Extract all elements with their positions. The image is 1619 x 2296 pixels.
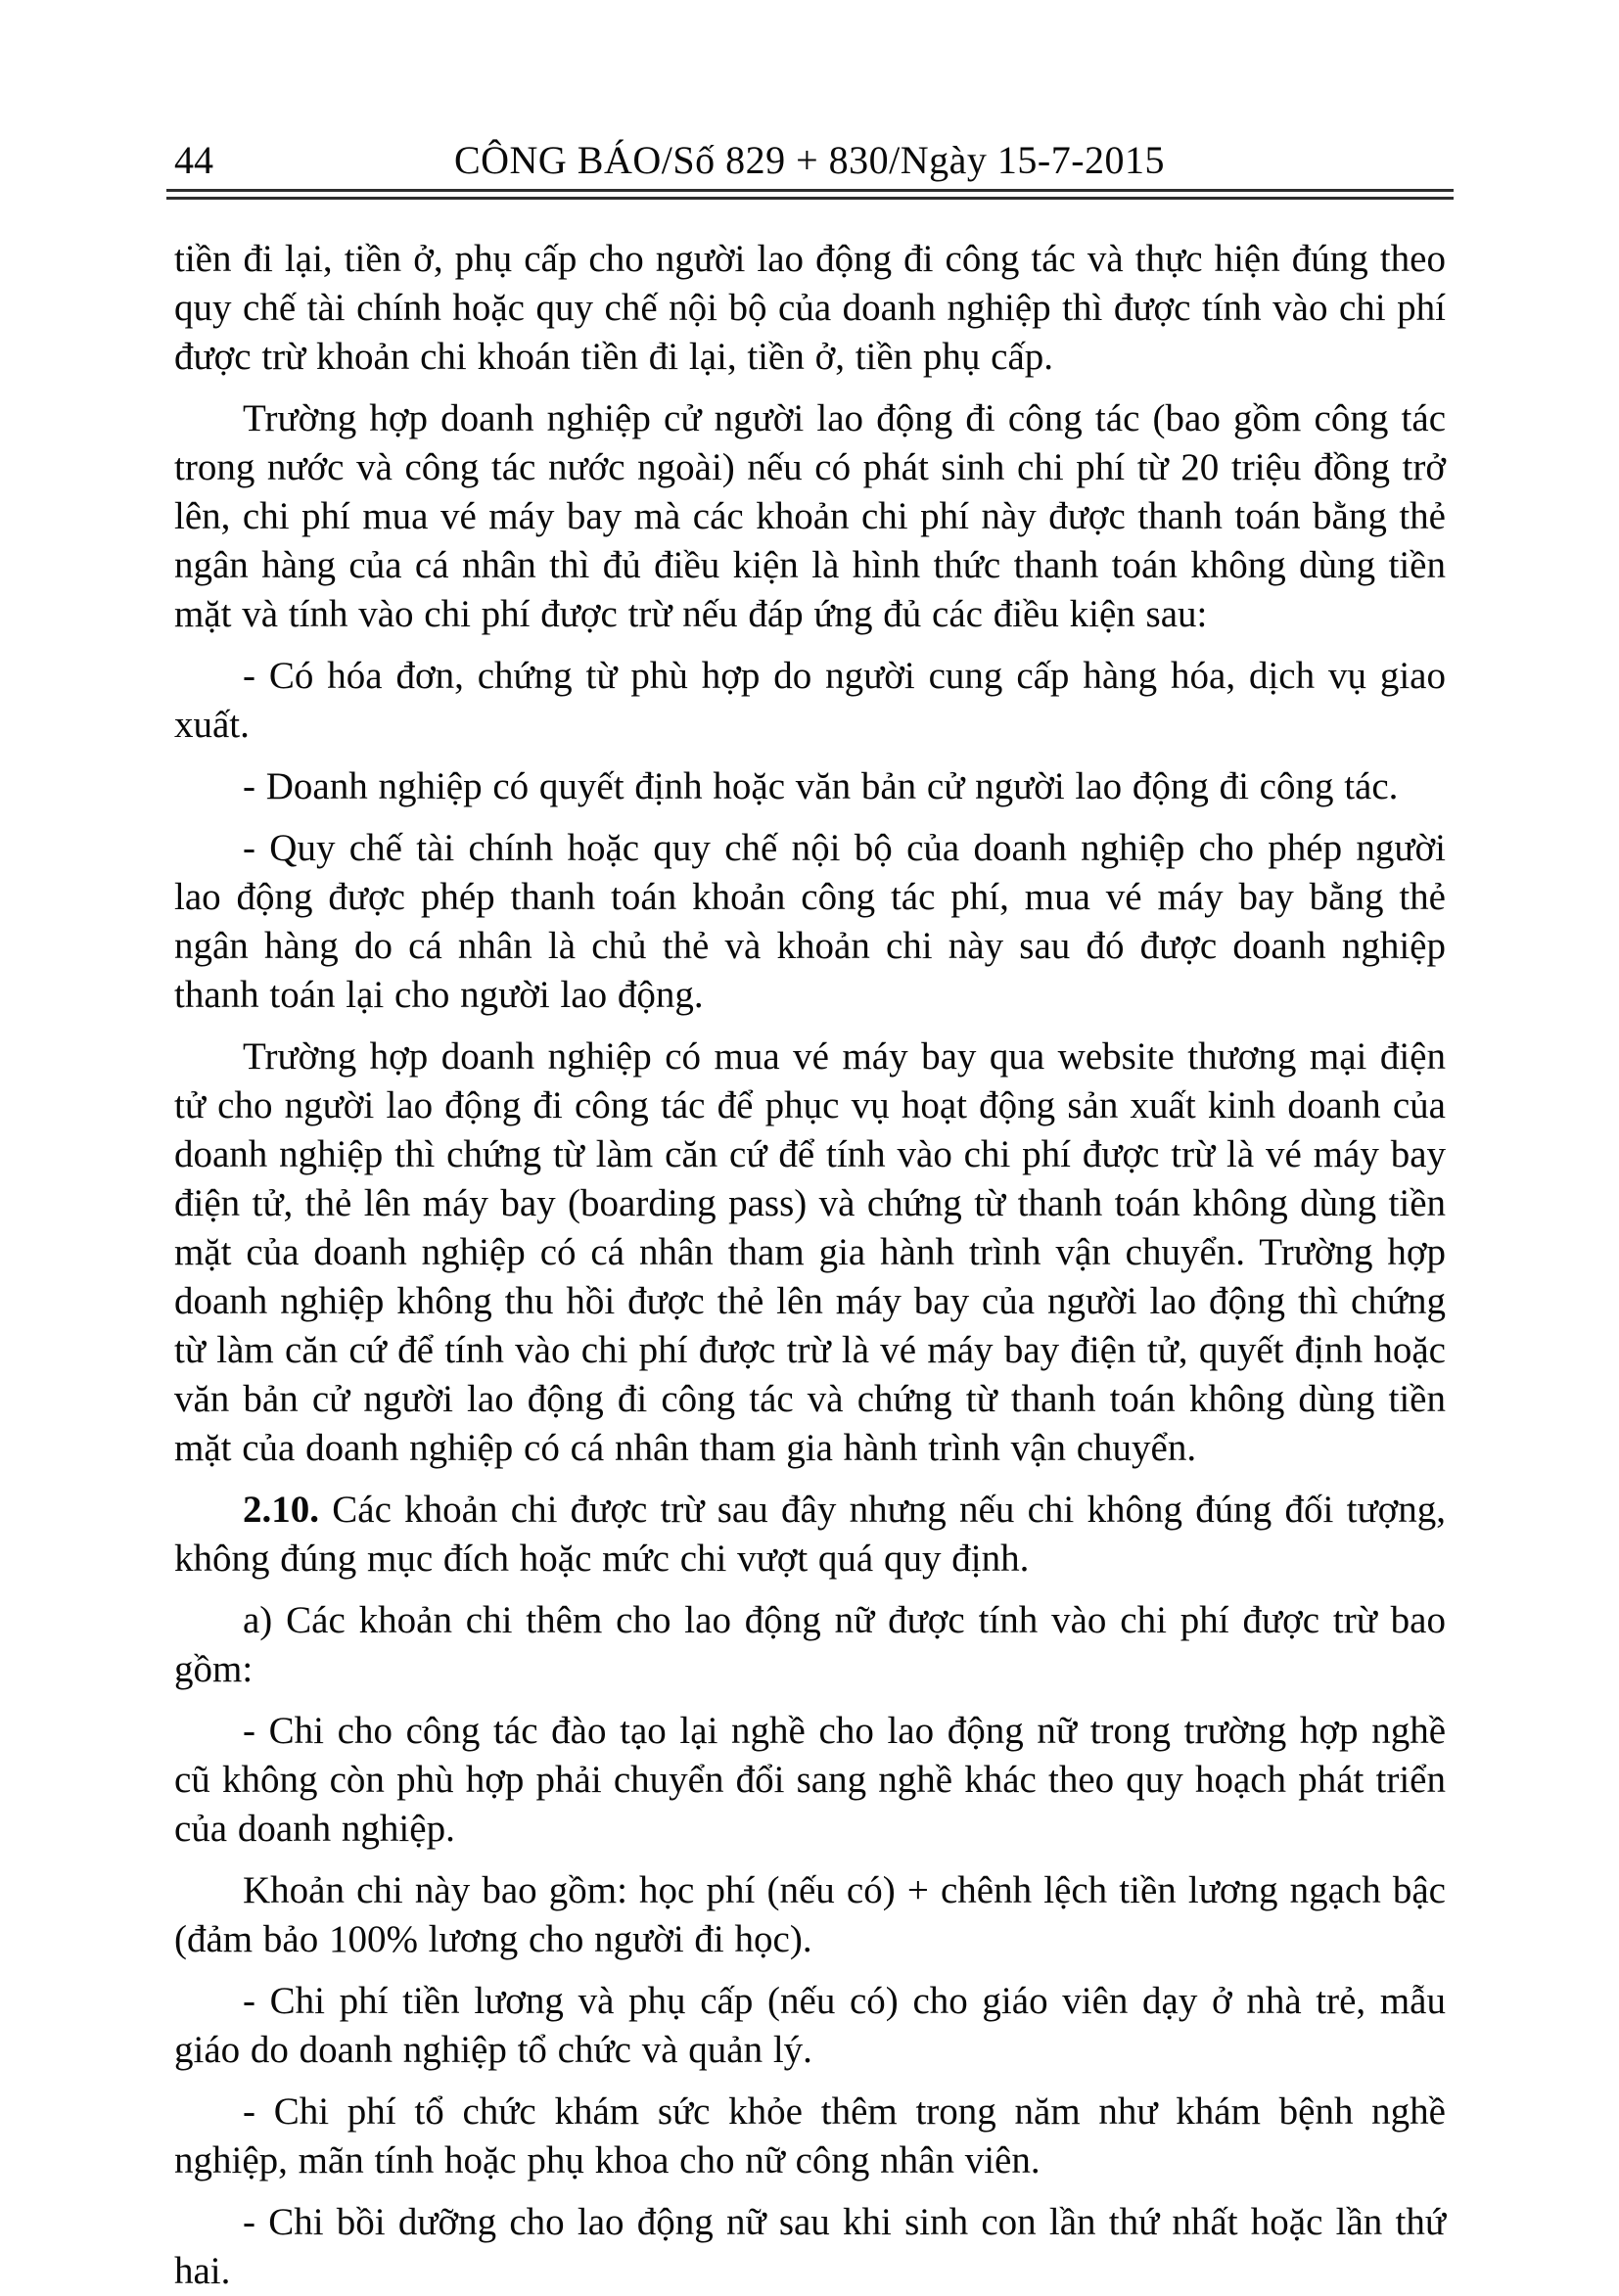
header-double-rule: [166, 189, 1454, 200]
sub-clause-a: a) Các khoản chi thêm cho lao động nữ được tính vào chi phí được trừ bao gồm:: [174, 1599, 1446, 1690]
clause-2-10: [174, 1486, 1446, 1584]
clause-text: Các khoản chi được trừ sau đây nhưng nếu chi không đúng đối tượng, không đúng mục đích hoặc mức chi vượt quá quy định.: [174, 1489, 1446, 1580]
header-title: CÔNG BÁO/Số 829 + 830/Ngày 15-7-2015: [453, 138, 1166, 182]
list-item-dash: - Chi phí tổ chức khám sức khỏe thêm trong năm như khám bệnh nghề nghiệp, mãn tính hoặc phụ khoa cho nữ công nhân viên.: [174, 2090, 1446, 2181]
list-item-dash: - Chi bồi dưỡng cho lao động nữ sau khi sinh con lần thứ nhất hoặc lần thứ hai.: [174, 2201, 1446, 2292]
paragraph-continuation: tiền đi lại, tiền ở, phụ cấp cho người lao động đi công tác và thực hiện đúng theo quy chế tài chính hoặc quy chế nội bộ của doanh nghiệp thì được tính vào chi phí được trừ khoản chi khoán tiền đi lại, tiền ở, tiền phụ cấp.: [174, 238, 1446, 378]
list-item-dash: - Quy chế tài chính hoặc quy chế nội bộ của doanh nghiệp cho phép người lao động được phép thanh toán khoản công tác phí, mua vé máy bay bằng thẻ ngân hàng do cá nhân là chủ thẻ và khoản chi này sau đó được doanh nghiệp thanh toán lại cho người lao động.: [174, 827, 1446, 1016]
list-item-dash: - Có hóa đơn, chứng từ phù hợp do người cung cấp hàng hóa, dịch vụ giao xuất.: [174, 655, 1446, 746]
list-item-dash: - Chi cho công tác đào tạo lại nghề cho lao động nữ trong trường hợp nghề cũ không còn phù hợp phải chuyển đổi sang nghề khác theo quy hoạch phát triển của doanh nghiệp.: [174, 1710, 1446, 1850]
document-body: [174, 235, 1446, 2296]
paragraph: Khoản chi này bao gồm: học phí (nếu có) + chênh lệch tiền lương ngạch bậc (đảm bảo 100% lương cho người đi học).: [174, 1869, 1446, 1960]
list-item-dash: - Chi phí tiền lương và phụ cấp (nếu có) cho giáo viên dạy ở nhà trẻ, mẫu giáo do doanh nghiệp tổ chức và quản lý.: [174, 1980, 1446, 2071]
paragraph: Trường hợp doanh nghiệp có mua vé máy bay qua website thương mại điện tử cho người lao động đi công tác để phục vụ hoạt động sản xuất kinh doanh của doanh nghiệp thì chứng từ làm căn cứ để tính vào chi phí được trừ là vé máy bay điện tử, thẻ lên máy bay (boarding pass) và chứng từ thanh toán không dùng tiền mặt của doanh nghiệp có cá nhân tham gia hành trình vận chuyển. Trường hợp doanh nghiệp không thu hồi được thẻ lên máy bay của người lao động thì chứng từ làm căn cứ để tính vào chi phí được trừ là vé máy bay điện tử, quyết định hoặc văn bản cử người lao động đi công tác và chứng từ thanh toán không dùng tiền mặt của doanh nghiệp có cá nhân tham gia hành trình vận chuyển.: [174, 1035, 1446, 1469]
clause-number: 2.10.: [243, 1489, 319, 1531]
list-item-dash: - Doanh nghiệp có quyết định hoặc văn bản cử người lao động đi công tác.: [243, 765, 1399, 807]
paragraph: Trường hợp doanh nghiệp cử người lao động đi công tác (bao gồm công tác trong nước và công tác nước ngoài) nếu có phát sinh chi phí từ 20 triệu đồng trở lên, chi phí mua vé máy bay mà các khoản chi phí này được thanh toán bằng thẻ ngân hàng của cá nhân thì đủ điều kiện là hình thức thanh toán không dùng tiền mặt và tính vào chi phí được trừ nếu đáp ứng đủ các điều kiện sau:: [174, 397, 1446, 635]
page-number: 44: [174, 138, 213, 182]
page-header: [0, 138, 1619, 183]
